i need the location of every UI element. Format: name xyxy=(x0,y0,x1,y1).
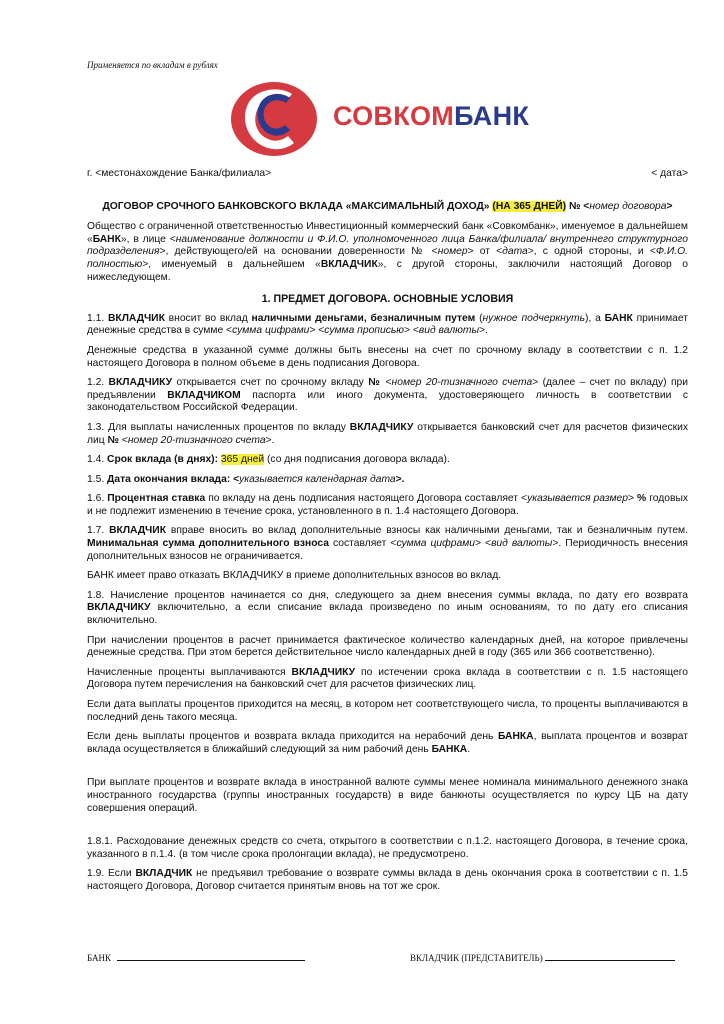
top-note: Применяется по вкладам в рублях xyxy=(87,60,218,70)
refuse-paragraph: БАНК имеет право отказать ВКЛАДЧИКУ в приеме дополнительных взносов во вклад. xyxy=(87,570,502,582)
title-main: ДОГОВОР СРОЧНОГО БАНКОВСКОГО ВКЛАДА «МАКСИМАЛЬНЫЙ ДОХОД» xyxy=(102,200,493,212)
depositor-signature-line xyxy=(410,951,675,963)
clause-1-6: 1.6. Процентная ставка по вкладу на день подписания настоящего Договора составляет <указывается размер> % годовых и не подлежит изменению в течение срока, установленного в п. 1.4 настоящего Договора. xyxy=(87,493,688,517)
title-contract-number: номер договора xyxy=(589,200,667,212)
calc-paragraph: При начислении процентов в расчет принимается фактическое количество календарных дней, на которое привлечены денежные средства. При этом берется действительное число календарных дней в году (365 или 366 соответственно). xyxy=(87,634,688,659)
logo-emblem-icon xyxy=(230,80,320,158)
intro-paragraph: Общество с ограниченной ответственностью Инвестиционный коммерческий банк «Совкомбанк», именуемое в дальнейшем «БАНК», в лице <наименование должности и Ф.И.О. уполномоченного лица Банка/филиала/ внутреннего структурного подразделения>, действующего/ей на основании доверенности № <номер> от <дата>, с одной стороны, и <Ф.И.О. полностью>, именуемый в дальнейшем «ВКЛАДЧИК», с другой стороны, заключили настоящий Договор о нижеследующем. xyxy=(87,221,689,283)
place-date-row xyxy=(87,168,688,181)
logo-wordmark-part2: БАНК xyxy=(454,101,530,131)
title-highlight: (НА 365 ДНЕЙ) xyxy=(492,200,567,212)
title-number-sign: № < xyxy=(566,200,590,212)
clause-1-2: 1.2. ВКЛАДЧИКУ открывается счет по срочному вкладу № <номер 20-тизначного счета> (далее – счет по вкладу) при предъявлении ВКЛАДЧИКОМ паспорта или иного документа, удостоверяющего личность в соответствии с законодательством Российской Федерации. xyxy=(87,377,688,414)
month-paragraph: Если дата выплаты процентов приходится на месяц, в котором нет соответствующего числа, то проценты выплачиваются в последний день такого месяца. xyxy=(87,699,688,723)
clause-1-5: 1.5. Дата окончания вклада: <указывается календарная дата>. xyxy=(87,473,405,485)
funds-paragraph: Денежные средства в указанной сумме должны быть внесены на счет по срочному вкладу в соответствии с п. 1.2 настоящего Договора в полном объеме в день подписания Договора. xyxy=(87,344,688,369)
logo-wordmark xyxy=(333,101,529,132)
clause-1-4: 1.4. Срок вклада (в днях): 365 дней (со дня подписания договора вклада). xyxy=(87,454,450,466)
section-heading: 1. ПРЕДМЕТ ДОГОВОРА. ОСНОВНЫЕ УСЛОВИЯ xyxy=(261,293,514,306)
logo-wordmark-part1: СОВКОМ xyxy=(333,101,455,131)
term-highlight: 365 дней xyxy=(220,454,265,466)
paid-paragraph: Начисленные проценты выплачиваются ВКЛАДЧИКУ по истечении срока вклада в соответствии с п. 1.5 настоящего Договора путем перечисления на банковский счет для расчетов физических лиц. xyxy=(87,666,688,691)
bank-signature-blank xyxy=(117,951,305,961)
bank-signature-label: БАНК xyxy=(87,953,112,963)
clause-1-3: 1.3. Для выплаты начисленных процентов по вкладу ВКЛАДЧИКУ открывается банковский счет для расчетов физических лиц № <номер 20-тизначного счета>. xyxy=(87,421,689,446)
clause-1-7: 1.7. ВКЛАДЧИК вправе вносить во вклад дополнительные взносы как наличными деньгами, так и безналичным путем. Минимальная сумма дополнительного взноса составляет <сумма цифрами> <вид валюты>. Периодичность внесения дополнительных взносов не ограничивается. xyxy=(87,525,689,562)
clause-1-8: 1.8. Начисление процентов начинается со дня, следующего за днем внесения суммы вклада, по дату его возврата ВКЛАДЧИКУ включительно, а если списание вклада произведено по иным основаниям, то по дату его списания включительно. xyxy=(87,589,688,627)
holiday-paragraph: Если день выплаты процентов и возврата вклада приходится на нерабочий день БАНКА, выплата процентов и возврат вклада осуществляется в ближайший следующий за ним рабочий день БАНКА. xyxy=(87,731,688,755)
depositor-signature-label: ВКЛАДЧИК (ПРЕДСТАВИТЕЛЬ) xyxy=(410,953,543,963)
clause-1-9: 1.9. Если ВКЛАДЧИК не предъявил требование о возврате суммы вклада в день окончания срока в соответствии с п. 1.5 настоящего Договора, Договор считается принятым вновь на тот же срок. xyxy=(87,868,688,892)
document-title xyxy=(87,201,688,214)
depositor-signature-blank xyxy=(545,951,675,961)
place-field: г. <местонахождение Банка/филиала> xyxy=(87,168,272,179)
clause-1-8-1: 1.8.1. Расходование денежных средств со счета, открытого в соответствии с п.1.2. настоящего Договора, в течение срока, указанного в п.1.4. (в том числе срока пролонгации вклада), не предусмотрено. xyxy=(87,836,688,860)
bank-signature-line xyxy=(87,951,305,963)
foreign-currency-paragraph: При выплате процентов и возврате вклада в иностранной валюте суммы менее номинала минимального денежного знака иностранного государства (группы иностранных государств) в виде банкноты осуществляется по курсу ЦБ на дату совершения операций. xyxy=(87,777,688,814)
title-close: > xyxy=(666,200,673,212)
date-field: < дата> xyxy=(651,168,688,179)
sovcombank-logo xyxy=(230,80,550,158)
clause-1-1: 1.1. ВКЛАДЧИК вносит во вклад наличными деньгами, безналичным путем (нужное подчеркнуть), а БАНК принимает денежные средства в сумме <сумма цифрами> <сумма прописью> <вид валюты>. xyxy=(87,312,688,337)
document-body xyxy=(87,168,688,901)
